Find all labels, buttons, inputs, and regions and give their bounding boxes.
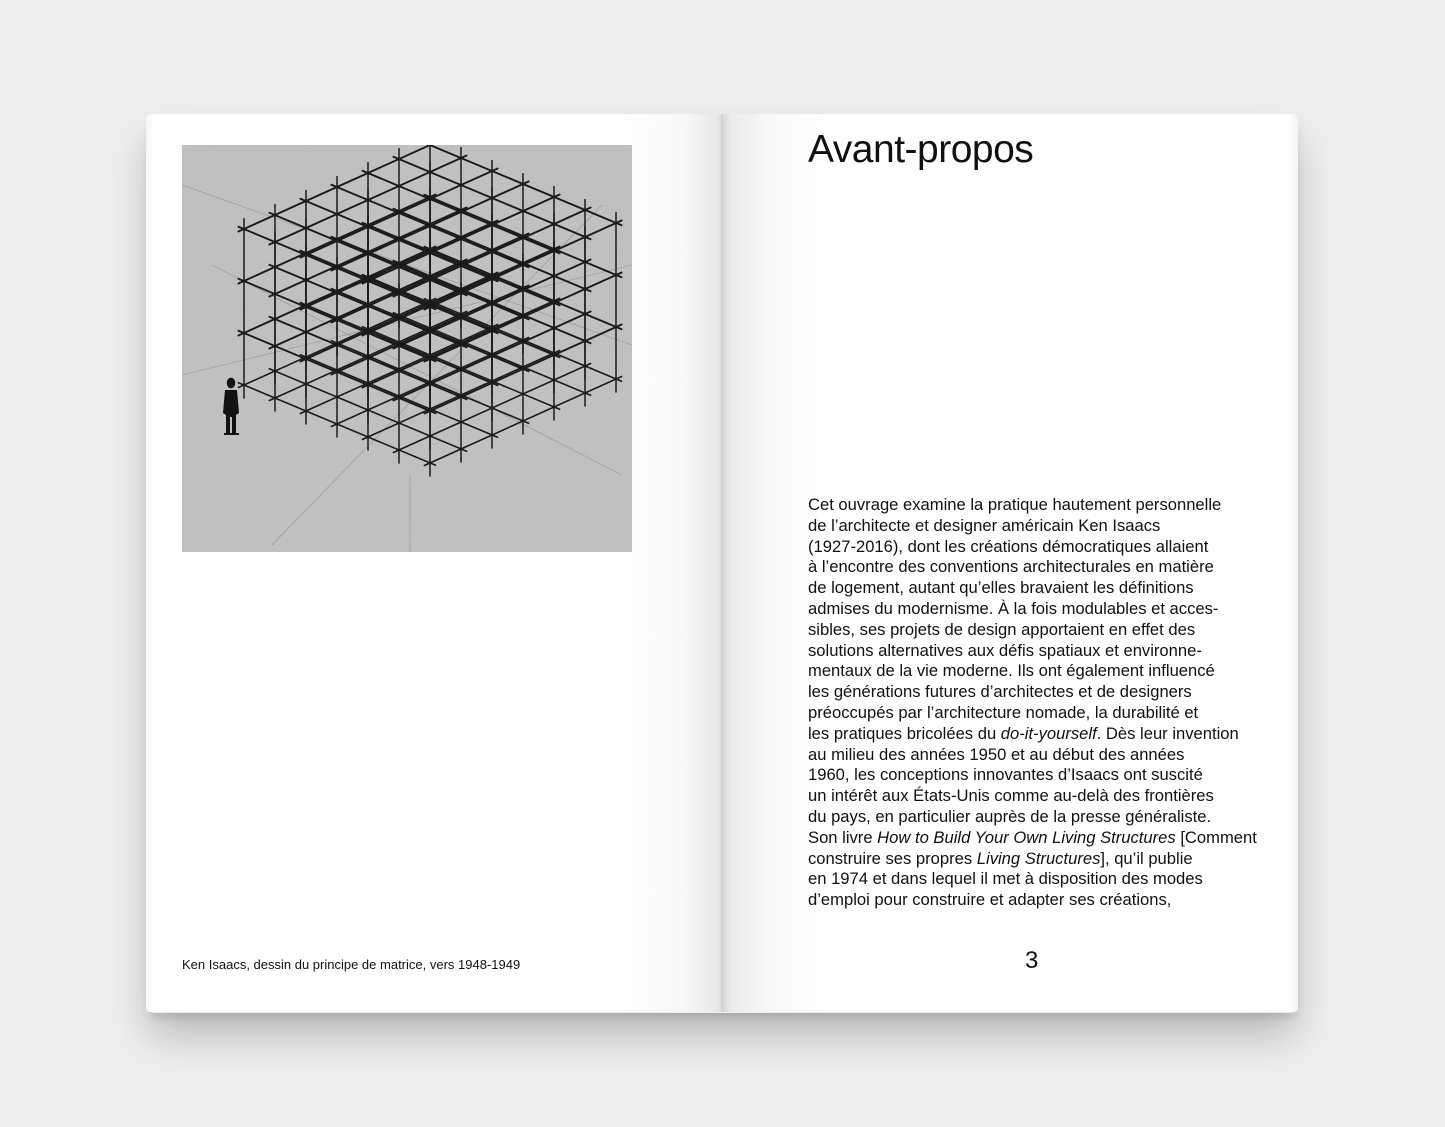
- body-text-segment: un intérêt aux États-Unis comme au-delà des frontières: [808, 786, 1214, 806]
- body-text-segment: les pratiques bricolées du: [808, 723, 1001, 743]
- body-text-segment: préoccupés par l’architecture nomade, la durabilité et: [808, 702, 1199, 722]
- body-line: [808, 828, 1268, 849]
- body-text-segment: Son livre: [808, 827, 878, 847]
- body-line: [808, 682, 1268, 703]
- body-text-segment: au milieu des années 1950 et au début des années: [808, 744, 1185, 764]
- body-line: [808, 849, 1268, 870]
- body-text-segment: construire ses propres: [808, 848, 977, 868]
- body-text-segment: 1960, les conceptions innovantes d’Isaacs ont suscité: [808, 765, 1203, 785]
- body-text-segment: . Dès leur invention: [1096, 723, 1239, 743]
- figure-caption: Ken Isaacs, dessin du principe de matrice, vers 1948-1949: [182, 957, 521, 972]
- body-line: [808, 495, 1268, 516]
- body-line: [808, 516, 1268, 537]
- left-page: [146, 114, 723, 1012]
- body-line: [808, 599, 1268, 620]
- body-text-segment: [Comment: [1175, 827, 1257, 847]
- body-text-segment: à l’encontre des conventions architecturales en matière: [808, 557, 1214, 577]
- body-text-segment: mentaux de la vie moderne. Ils ont également influencé: [808, 661, 1215, 681]
- body-text-segment: de logement, autant qu’elles bravaient les définitions: [808, 578, 1194, 598]
- body-text-segment: d’emploi pour construire et adapter ses créations,: [808, 890, 1172, 910]
- body-line: [808, 724, 1268, 745]
- body-line: [808, 641, 1268, 662]
- body-line: [808, 890, 1268, 911]
- page-title: Avant-propos: [808, 128, 1034, 171]
- italic-title-text: Living Structures: [976, 848, 1101, 868]
- matrix-drawing: [182, 145, 632, 552]
- matrix-drawing-image: [182, 145, 632, 552]
- body-line: [808, 786, 1268, 807]
- body-text-segment: Cet ouvrage examine la pratique hautement personnelle: [808, 495, 1222, 514]
- body-paragraph: [808, 495, 1268, 911]
- body-line: [808, 557, 1268, 578]
- right-page: [723, 114, 1298, 1012]
- body-line: [808, 703, 1268, 724]
- body-text-segment: en 1974 et dans lequel il met à disposition des modes: [808, 869, 1203, 889]
- body-line: [808, 661, 1268, 682]
- italic-title-text: do-it-yourself: [1000, 723, 1097, 743]
- body-text-segment: sibles, ses projets de design apportaient en effet des: [808, 619, 1196, 639]
- page-number: 3: [1025, 947, 1039, 974]
- body-text-segment: de l’architecte et designer américain Ken Isaacs: [808, 515, 1161, 535]
- body-line: [808, 578, 1268, 599]
- body-line: [808, 807, 1268, 828]
- body-line: [808, 537, 1268, 558]
- body-text-segment: du pays, en particulier auprès de la presse généraliste.: [808, 806, 1212, 826]
- body-text-segment: les générations futures d’architectes et de designers: [808, 682, 1192, 702]
- body-line: [808, 869, 1268, 890]
- body-line: [808, 620, 1268, 641]
- body-text-segment: (1927-2016), dont les créations démocratiques allaient: [808, 536, 1209, 556]
- body-line: [808, 765, 1268, 786]
- body-line: [808, 745, 1268, 766]
- body-text-segment: ], qu’il publie: [1100, 848, 1193, 868]
- body-text-segment: solutions alternatives aux défis spatiaux et environne-: [808, 640, 1202, 660]
- body-text-segment: admises du modernisme. À la fois modulables et acces-: [808, 598, 1219, 618]
- italic-title-text: How to Build Your Own Living Structures: [877, 827, 1176, 847]
